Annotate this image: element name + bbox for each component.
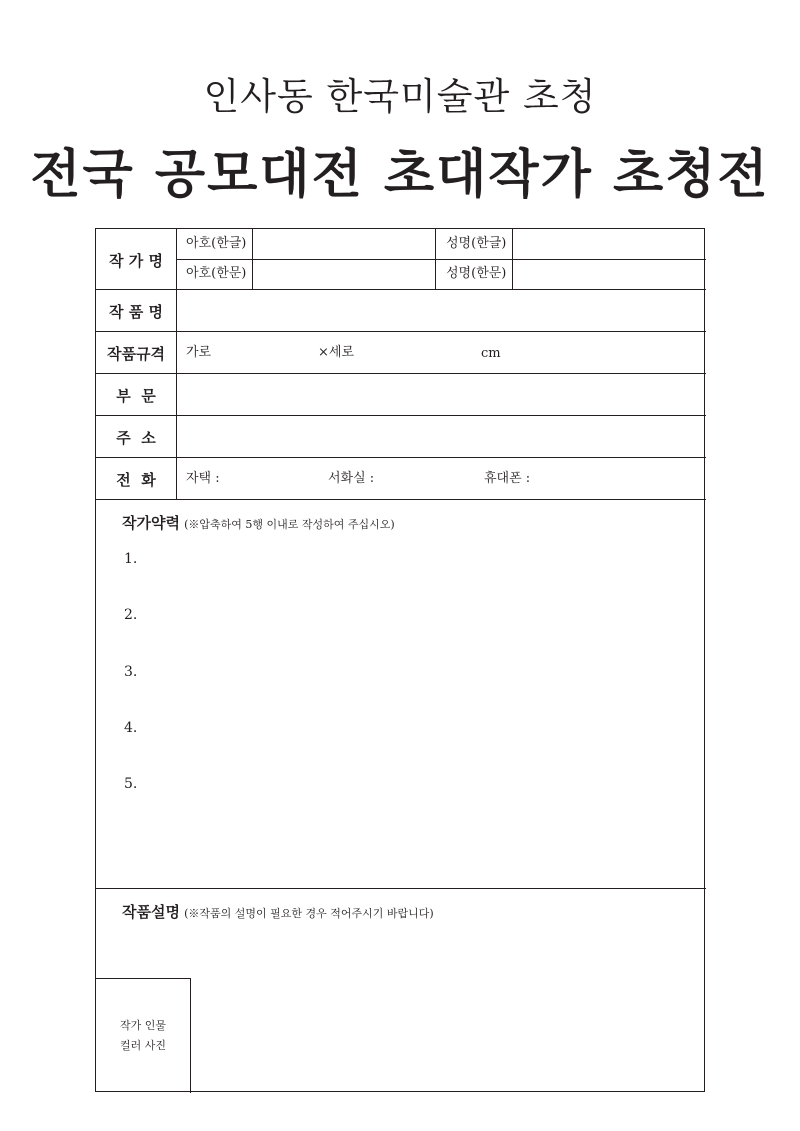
studio-phone-label: 서화실 : — [328, 471, 375, 486]
mobile-phone-label: 휴대폰 : — [484, 471, 531, 486]
career-item-number: 2. — [124, 607, 138, 623]
size-unit: cm — [481, 346, 501, 361]
pen-name-hangul-label: 아호(한글) — [186, 236, 247, 251]
name-cell-divider — [435, 229, 436, 289]
address-field[interactable] — [177, 416, 704, 456]
application-form — [95, 228, 705, 1092]
artwork-title-field[interactable] — [177, 290, 704, 330]
category-field[interactable] — [177, 374, 704, 414]
artwork-size-label: 작품규격 — [107, 345, 165, 363]
description-heading — [122, 902, 434, 924]
home-phone-field[interactable] — [226, 460, 321, 498]
description-field[interactable] — [196, 929, 701, 1087]
career-field[interactable] — [141, 541, 696, 881]
career-title: 작가약력 — [122, 514, 180, 532]
career-item-number: 5. — [124, 776, 138, 792]
description-note: (※작품의 설명이 필요한 경우 적어주시기 바랍니다) — [184, 907, 434, 920]
career-note: (※압축하여 5행 이내로 작성하여 주십시오) — [184, 518, 395, 531]
career-item-number: 1. — [124, 551, 138, 567]
career-item-number: 4. — [124, 720, 138, 736]
home-phone-label: 자택 : — [186, 471, 220, 486]
artist-photo-box[interactable] — [96, 978, 191, 1093]
name-hangul-field[interactable] — [513, 230, 704, 258]
name-hangul-label: 성명(한글) — [446, 236, 507, 251]
row-divider — [96, 457, 706, 458]
exhibition-subtitle: 인사동 한국미술관 초청 — [203, 75, 597, 118]
width-label: 가로 — [186, 345, 212, 360]
photo-caption-line1: 작가 인물 — [119, 1019, 166, 1032]
category-label: 부 문 — [116, 387, 156, 405]
exhibition-title: 전국 공모대전 초대작가 초청전 — [30, 145, 770, 205]
height-field[interactable] — [358, 332, 478, 372]
pen-name-hanja-field[interactable] — [253, 260, 434, 288]
width-field[interactable] — [211, 332, 313, 372]
career-heading — [122, 513, 395, 535]
height-label: ×세로 — [318, 345, 355, 360]
row-divider — [96, 499, 706, 500]
row-divider — [96, 888, 706, 889]
phone-label: 전 화 — [116, 471, 156, 489]
pen-name-hangul-field[interactable] — [253, 230, 434, 258]
name-hanja-field[interactable] — [513, 260, 704, 288]
pen-name-hanja-label: 아호(한문) — [186, 266, 247, 281]
artwork-title-label: 작 품 명 — [109, 303, 163, 321]
studio-phone-field[interactable] — [378, 460, 478, 498]
career-item-number: 3. — [124, 664, 138, 680]
artist-name-label: 작 가 명 — [109, 252, 163, 270]
address-label: 주 소 — [116, 429, 156, 447]
mobile-phone-field[interactable] — [536, 460, 701, 498]
description-title: 작품설명 — [122, 903, 180, 921]
label-column-divider — [176, 229, 177, 499]
name-hanja-label: 성명(한문) — [446, 266, 507, 281]
photo-caption-line2: 컬러 사진 — [119, 1039, 166, 1052]
